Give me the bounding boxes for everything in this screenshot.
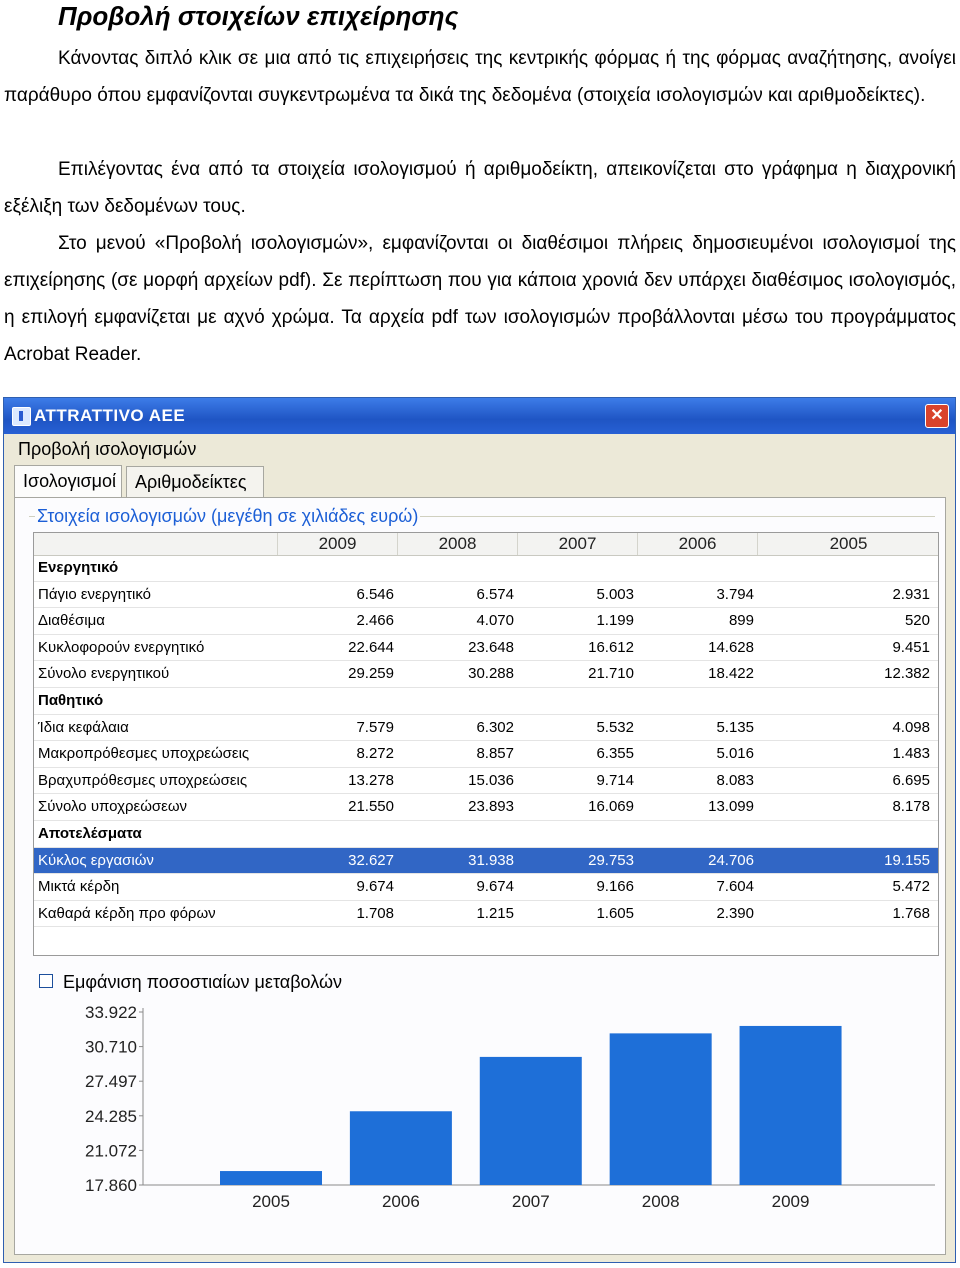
cell-value: 8.083 xyxy=(716,771,754,789)
column-header[interactable]: 2008 xyxy=(398,533,518,555)
cell-value: 1.605 xyxy=(596,904,634,922)
menu-view-balance-sheets[interactable]: Προβολή ισολογισμών xyxy=(18,439,197,459)
cell-value: 8.178 xyxy=(892,798,930,816)
grid-header xyxy=(34,533,938,556)
column-header[interactable]: 2007 xyxy=(518,533,638,555)
cell-value: 23.648 xyxy=(468,638,514,656)
table-row[interactable] xyxy=(34,582,938,609)
x-tick-label: 2007 xyxy=(511,1192,550,1211)
paragraph-2: Επιλέγοντας ένα από τα στοιχεία ισολογισμού ή αριθμοδείκτη, απεικονίζεται στο γράφημα η διαχρονική εξέλιξη των δεδομένων τους. xyxy=(4,159,956,217)
row-label: Μικτά κέρδη xyxy=(38,878,120,896)
cell-value: 8.272 xyxy=(356,745,394,763)
bar-2008[interactable] xyxy=(610,1033,712,1185)
cell-value: 23.893 xyxy=(468,798,514,816)
bar-2007[interactable] xyxy=(480,1057,582,1185)
cell-value: 21.550 xyxy=(348,798,394,816)
turnover-bar-chart xyxy=(25,998,945,1254)
cell-value: 7.604 xyxy=(716,878,754,896)
balance-sheet-grid[interactable] xyxy=(33,532,939,956)
row-label: Αποτελέσματα xyxy=(38,825,142,842)
column-header[interactable]: 2005 xyxy=(758,533,939,555)
table-row[interactable] xyxy=(34,741,938,768)
cell-value: 16.612 xyxy=(588,638,634,656)
table-row[interactable] xyxy=(34,901,938,928)
app-icon xyxy=(12,407,31,426)
cell-value: 2.466 xyxy=(356,612,394,630)
cell-value: 1.199 xyxy=(596,612,634,630)
row-label: Καθαρά κέρδη προ φόρων xyxy=(38,904,216,922)
cell-value: 2.390 xyxy=(716,904,754,922)
cell-value: 2.931 xyxy=(892,585,930,603)
cell-value: 1.768 xyxy=(892,904,930,922)
cell-value: 6.355 xyxy=(596,745,634,763)
column-header[interactable] xyxy=(34,533,278,555)
section-header-row[interactable] xyxy=(34,555,938,582)
cell-value: 15.036 xyxy=(468,771,514,789)
tab-ratios[interactable]: Αριθμοδείκτες xyxy=(126,466,264,497)
x-tick-label: 2008 xyxy=(641,1192,680,1211)
cell-value: 18.422 xyxy=(708,665,754,683)
cell-value: 9.166 xyxy=(596,878,634,896)
column-header[interactable]: 2009 xyxy=(278,533,398,555)
row-label: Σύνολο υποχρεώσεων xyxy=(38,798,188,816)
tab-balance-sheets[interactable]: Ισολογισμοί xyxy=(14,465,122,498)
cell-value: 899 xyxy=(728,612,754,630)
column-header[interactable]: 2006 xyxy=(638,533,758,555)
row-label: Κύκλος εργασιών xyxy=(38,851,154,869)
cell-value: 30.288 xyxy=(468,665,514,683)
row-label: Βραχυπρόθεσμες υποχρεώσεις xyxy=(38,771,248,789)
tab-panel xyxy=(14,497,946,1255)
x-tick-label: 2009 xyxy=(771,1192,810,1211)
table-row[interactable] xyxy=(34,874,938,901)
row-label: Διαθέσιμα xyxy=(38,612,105,630)
x-tick-label: 2006 xyxy=(381,1192,420,1211)
cell-value: 1.708 xyxy=(356,904,394,922)
window-title: ATTRATTIVO AEE xyxy=(34,406,186,425)
cell-value: 7.579 xyxy=(356,718,394,736)
cell-value: 13.099 xyxy=(708,798,754,816)
row-label: Κυκλοφορούν ενεργητικό xyxy=(38,638,205,656)
cell-value: 29.753 xyxy=(588,851,634,869)
cell-value: 1.483 xyxy=(892,745,930,763)
cell-value: 6.302 xyxy=(476,718,514,736)
company-window xyxy=(3,397,956,1263)
cell-value: 3.794 xyxy=(716,585,754,603)
checkbox-box[interactable] xyxy=(39,974,53,988)
section-header-row[interactable] xyxy=(34,688,938,715)
row-label: Ενεργητικό xyxy=(38,559,119,576)
cell-value: 16.069 xyxy=(588,798,634,816)
paragraph-1: Κάνοντας διπλό κλικ σε μια από τις επιχειρήσεις της κεντρικής φόρμας ή της φόρμας αναζήτησης, ανοίγει παράθυρο όπου εμφανίζονται συγκεντρωμένα τα δικά της δεδομένα (στοιχεία ισολογισμών και αριθμοδείκτες). xyxy=(4,48,956,106)
cell-value: 5.016 xyxy=(716,745,754,763)
y-tick-label: 27.497 xyxy=(85,1072,137,1092)
cell-value: 6.695 xyxy=(892,771,930,789)
table-row[interactable] xyxy=(34,608,938,635)
bar-2006[interactable] xyxy=(350,1111,452,1185)
cell-value: 24.706 xyxy=(708,851,754,869)
checkbox-label: Εμφάνιση ποσοστιαίων μεταβολών xyxy=(63,972,343,992)
cell-value: 12.382 xyxy=(884,665,930,683)
row-label: Παθητικό xyxy=(38,692,104,709)
x-tick-label: 2005 xyxy=(252,1192,290,1211)
cell-value: 31.938 xyxy=(468,851,514,869)
cell-value: 1.215 xyxy=(476,904,514,922)
y-tick-label: 24.285 xyxy=(85,1106,137,1126)
table-row[interactable] xyxy=(34,661,938,688)
cell-value: 520 xyxy=(904,612,930,630)
cell-value: 9.451 xyxy=(892,638,930,656)
row-label: Μακροπρόθεσμες υποχρεώσεις xyxy=(38,745,250,763)
window-titlebar[interactable] xyxy=(4,398,955,434)
cell-value: 5.135 xyxy=(716,718,754,736)
cell-value: 19.155 xyxy=(884,851,930,869)
cell-value: 9.674 xyxy=(356,878,394,896)
page-heading: Προβολή στοιχείων επιχείρησης xyxy=(58,1,459,31)
bar-2009[interactable] xyxy=(740,1026,842,1185)
cell-value: 21.710 xyxy=(588,665,634,683)
y-tick-label: 17.860 xyxy=(85,1176,137,1195)
cell-value: 5.472 xyxy=(892,878,930,896)
cell-value: 5.003 xyxy=(596,585,634,603)
row-label: Σύνολο ενεργητικού xyxy=(38,665,170,683)
cell-value: 9.674 xyxy=(476,878,514,896)
cell-value: 6.574 xyxy=(476,585,514,603)
table-row[interactable] xyxy=(34,848,938,875)
section-header-row[interactable] xyxy=(34,821,938,848)
paragraph-3: Στο μενού «Προβολή ισολογισμών», εμφανίζονται οι διαθέσιμοι πλήρεις δημοσιευμένοι ισολογισμοί της επιχείρησης (σε μορφή αρχείων pdf). Σε περίπτωση που για κάποια χρονιά δεν υπάρχει διαθέσιμος ισολογισμός, η επιλογή εμφανίζεται με αχνό χρώμα. Τα αρχεία pdf των ισολογισμών προβάλλονται μέσω του προγράμματος Acrobat Reader. xyxy=(4,233,956,365)
y-tick-label: 21.072 xyxy=(85,1141,137,1161)
cell-value: 32.627 xyxy=(348,851,394,869)
cell-value: 8.857 xyxy=(476,745,514,763)
cell-value: 4.098 xyxy=(892,718,930,736)
cell-value: 6.546 xyxy=(356,585,394,603)
cell-value: 14.628 xyxy=(708,638,754,656)
table-row[interactable] xyxy=(34,794,938,821)
cell-value: 13.278 xyxy=(348,771,394,789)
bar-2005[interactable] xyxy=(220,1171,322,1185)
table-row[interactable] xyxy=(34,635,938,662)
close-button[interactable]: ✕ xyxy=(925,404,949,428)
y-tick-label: 30.710 xyxy=(85,1037,137,1057)
group-title: Στοιχεία ισολογισμών (μεγέθη σε χιλιάδες ευρώ) xyxy=(37,506,419,526)
y-tick-label: 33.922 xyxy=(85,1003,137,1022)
cell-value: 29.259 xyxy=(348,665,394,683)
cell-value: 9.714 xyxy=(596,771,634,789)
row-label: Πάγιο ενεργητικό xyxy=(38,585,152,603)
cell-value: 5.532 xyxy=(596,718,634,736)
percent-change-checkbox[interactable] xyxy=(39,972,342,993)
table-row[interactable] xyxy=(34,715,938,742)
cell-value: 4.070 xyxy=(476,612,514,630)
table-row[interactable] xyxy=(34,768,938,795)
cell-value: 22.644 xyxy=(348,638,394,656)
row-label: Ίδια κεφάλαια xyxy=(38,718,129,736)
